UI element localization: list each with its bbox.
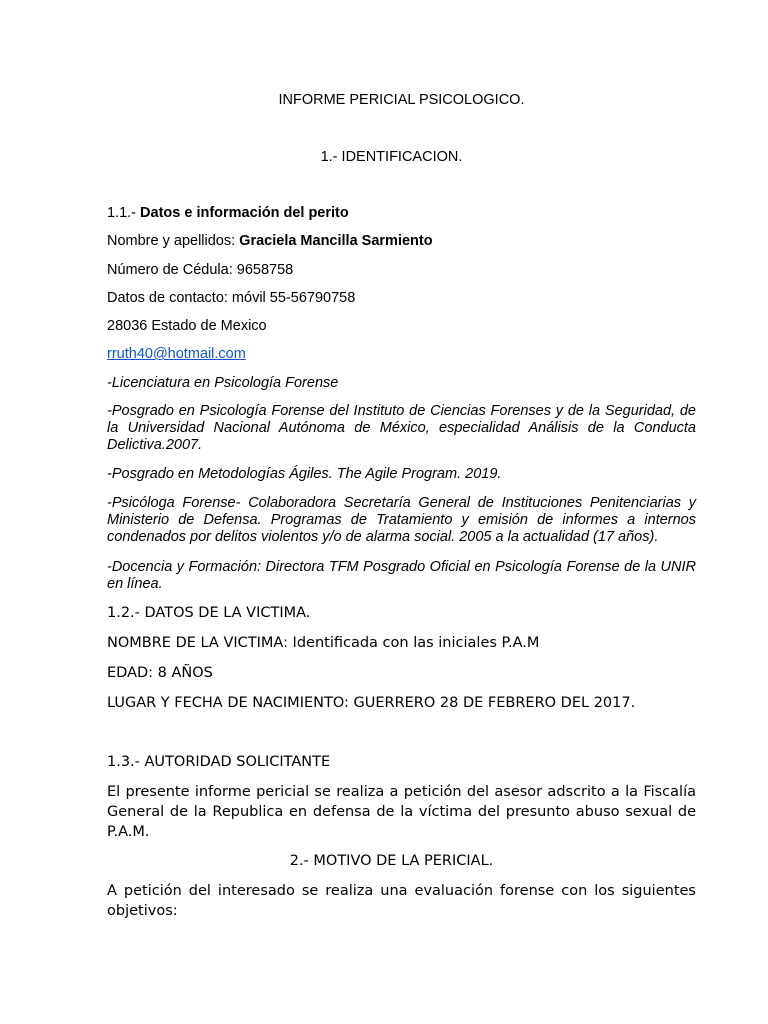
report-title: INFORME PERICIAL PSICOLOGICO. bbox=[278, 92, 525, 108]
victim-name: NOMBRE DE LA VICTIMA: Identificada con las iniciales P.A.M bbox=[107, 635, 540, 651]
expert-name-value: Graciela Mancilla Sarmiento bbox=[239, 233, 433, 249]
cedula-number: Número de Cédula: 9658758 bbox=[107, 262, 294, 278]
subsection-1-2-heading: 1.2.- DATOS DE LA VICTIMA. bbox=[107, 605, 311, 621]
cv-item: -Licenciatura en Psicología Forense bbox=[107, 375, 339, 391]
subsection-1-1-title: Datos e información del perito bbox=[140, 205, 349, 221]
expert-name-line bbox=[107, 233, 696, 250]
victim-age: EDAD: 8 AÑOS bbox=[107, 665, 213, 681]
subsection-1-1-number: 1.1.- bbox=[107, 205, 141, 221]
section-2-heading: 2.- MOTIVO DE LA PERICIAL. bbox=[289, 853, 494, 869]
address-line: 28036 Estado de Mexico bbox=[107, 318, 267, 334]
email-link[interactable]: rruth40@hotmail.com bbox=[107, 346, 246, 362]
victim-birth: LUGAR Y FECHA DE NACIMIENTO: GUERRERO 28 DE FEBRERO DEL 2017. bbox=[107, 695, 636, 711]
cv-item: -Posgrado en Psicología Forense del Instituto de Ciencias Forenses y de la Seguridad, de la Universidad Nacional Autónoma de México, especialidad Análisis de la Conducta Delictiva.2007. bbox=[107, 403, 696, 453]
cv-item: -Posgrado en Metodologías Ágiles. The Agile Program. 2019. bbox=[107, 466, 502, 482]
contact-phone: Datos de contacto: móvil 55-56790758 bbox=[107, 290, 356, 306]
subsection-1-3-heading: 1.3.- AUTORIDAD SOLICITANTE bbox=[107, 754, 331, 770]
cv-item: -Docencia y Formación: Directora TFM Posgrado Oficial en Psicología Forense de la UNIR en línea. bbox=[107, 559, 696, 592]
cv-item: -Psicóloga Forense- Colaboradora Secretaría General de Instituciones Penitenciarias y Ministerio de Defensa. Programas de Tratamiento y emisión de informes a internos condenados por delitos violentos y/o de alarma social. 2005 a la actualidad (17 años). bbox=[107, 495, 696, 545]
expert-name-label: Nombre y apellidos: bbox=[107, 233, 240, 249]
section-2-text: A petición del interesado se realiza una evaluación forense con los siguientes objetivos: bbox=[107, 883, 696, 919]
section-1-heading: 1.- IDENTIFICACION. bbox=[320, 149, 463, 165]
requesting-authority-text: El presente informe pericial se realiza a petición del asesor adscrito a la Fiscalía General de la Republica en defensa de la víctima del presunto abuso sexual de P.A.M. bbox=[107, 784, 696, 840]
subsection-1-1-heading bbox=[107, 205, 696, 222]
